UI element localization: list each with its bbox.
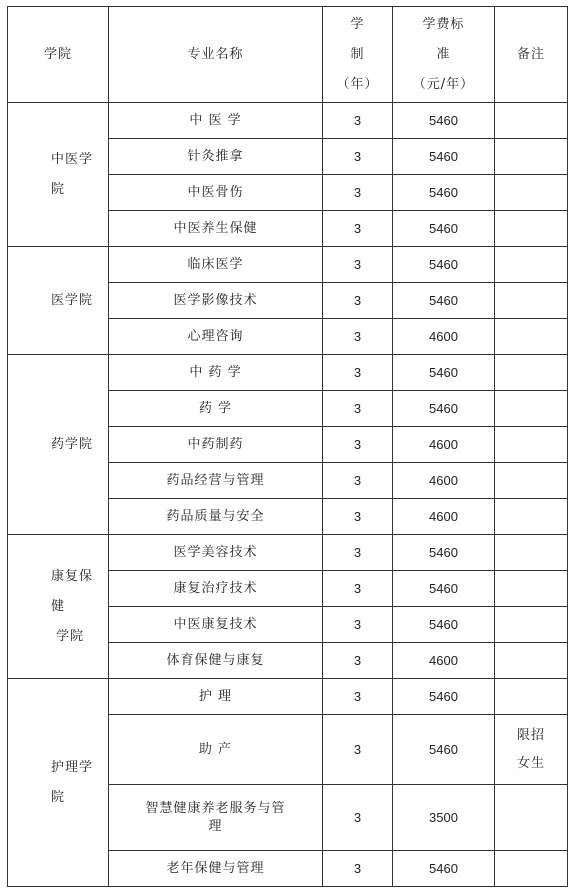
college-name: 护理学 院 bbox=[51, 759, 94, 805]
header-fee: 学费标 准 （元/年） bbox=[393, 7, 495, 103]
duration-value-cell bbox=[323, 785, 393, 851]
duration-value: 3 bbox=[353, 616, 362, 632]
major-name-cell bbox=[109, 211, 323, 247]
remark-value-cell bbox=[495, 463, 568, 499]
fee-value: 5460 bbox=[429, 112, 458, 128]
duration-value-cell bbox=[323, 643, 393, 679]
major-name: 康复治疗技术 bbox=[173, 580, 258, 596]
fee-value-cell bbox=[393, 103, 495, 139]
fee-value: 4600 bbox=[429, 472, 458, 488]
header-college: 学院 bbox=[8, 7, 109, 103]
duration-value-cell bbox=[323, 851, 393, 887]
table-row bbox=[8, 535, 568, 571]
fee-value: 5460 bbox=[429, 220, 458, 236]
fee-value-cell bbox=[393, 571, 495, 607]
major-name: 医学影像技术 bbox=[173, 292, 258, 308]
major-name: 临床医学 bbox=[187, 256, 244, 272]
duration-value: 3 bbox=[353, 220, 362, 236]
duration-value: 3 bbox=[353, 508, 362, 524]
remark-value-cell bbox=[495, 427, 568, 463]
fee-value-cell bbox=[393, 391, 495, 427]
fee-value: 5460 bbox=[429, 364, 458, 380]
remark-value-cell bbox=[495, 247, 568, 283]
remark-value-cell bbox=[495, 643, 568, 679]
duration-value: 3 bbox=[353, 256, 362, 272]
remark-value-cell bbox=[495, 103, 568, 139]
fee-value-cell bbox=[393, 427, 495, 463]
fee-value-cell bbox=[393, 607, 495, 643]
header-duration: 学 制 （年） bbox=[323, 7, 393, 103]
duration-value: 3 bbox=[353, 809, 362, 825]
fee-value-cell bbox=[393, 785, 495, 851]
table-row bbox=[8, 247, 568, 283]
fee-value-cell bbox=[393, 643, 495, 679]
major-name: 中医养生保健 bbox=[173, 220, 258, 236]
major-name-cell bbox=[109, 247, 323, 283]
table-row bbox=[8, 103, 568, 139]
major-name-cell bbox=[109, 679, 323, 715]
fee-value-cell bbox=[393, 463, 495, 499]
major-name-cell bbox=[109, 851, 323, 887]
fee-value-cell bbox=[393, 139, 495, 175]
college-name-cell bbox=[8, 103, 109, 247]
major-name-cell bbox=[109, 463, 323, 499]
duration-value-cell bbox=[323, 139, 393, 175]
fee-value: 5460 bbox=[429, 688, 458, 704]
remark-value-cell bbox=[495, 319, 568, 355]
fee-value-cell bbox=[393, 715, 495, 785]
fee-value: 5460 bbox=[429, 544, 458, 560]
remark-value-cell bbox=[495, 851, 568, 887]
major-name-cell bbox=[109, 499, 323, 535]
fee-value: 5460 bbox=[429, 741, 458, 757]
major-name: 体育保健与康复 bbox=[166, 652, 265, 668]
major-name-cell bbox=[109, 319, 323, 355]
major-name: 药 学 bbox=[198, 400, 233, 416]
remark-value-cell bbox=[495, 607, 568, 643]
college-name-cell bbox=[8, 247, 109, 355]
duration-value: 3 bbox=[353, 364, 362, 380]
fee-value: 4600 bbox=[429, 508, 458, 524]
fee-value: 4600 bbox=[429, 436, 458, 452]
major-name-cell bbox=[109, 535, 323, 571]
remark-value-cell bbox=[495, 211, 568, 247]
duration-value: 3 bbox=[353, 148, 362, 164]
duration-value-cell bbox=[323, 571, 393, 607]
remark-value-cell bbox=[495, 499, 568, 535]
major-name-cell bbox=[109, 391, 323, 427]
duration-value: 3 bbox=[353, 860, 362, 876]
table-row bbox=[8, 679, 568, 715]
college-name: 中医学 院 bbox=[51, 151, 94, 197]
major-name: 医学美容技术 bbox=[173, 544, 258, 560]
duration-value-cell bbox=[323, 247, 393, 283]
duration-value-cell bbox=[323, 103, 393, 139]
remark-value-cell bbox=[495, 391, 568, 427]
major-name-cell bbox=[109, 607, 323, 643]
remark-value-cell bbox=[495, 679, 568, 715]
duration-value: 3 bbox=[353, 328, 362, 344]
fee-value: 5460 bbox=[429, 860, 458, 876]
duration-value-cell bbox=[323, 679, 393, 715]
duration-value-cell bbox=[323, 175, 393, 211]
header-row bbox=[8, 7, 568, 103]
college-name-cell bbox=[8, 355, 109, 535]
major-name-cell bbox=[109, 643, 323, 679]
duration-value-cell bbox=[323, 607, 393, 643]
duration-value: 3 bbox=[353, 292, 362, 308]
duration-value: 3 bbox=[353, 688, 362, 704]
duration-value: 3 bbox=[353, 184, 362, 200]
major-name: 中 药 学 bbox=[189, 364, 242, 380]
major-name: 智慧健康养老服务与管 理 bbox=[145, 800, 286, 834]
remark-value-cell bbox=[495, 715, 568, 785]
major-name: 中药制药 bbox=[187, 436, 244, 452]
fee-value: 5460 bbox=[429, 292, 458, 308]
college-name: 药学院 bbox=[51, 436, 94, 452]
fee-value-cell bbox=[393, 283, 495, 319]
duration-value-cell bbox=[323, 319, 393, 355]
remark-value-cell bbox=[495, 283, 568, 319]
header-remark: 备注 bbox=[495, 7, 568, 103]
duration-value-cell bbox=[323, 499, 393, 535]
fee-value-cell bbox=[393, 535, 495, 571]
major-name-cell bbox=[109, 103, 323, 139]
fee-value: 5460 bbox=[429, 184, 458, 200]
duration-value: 3 bbox=[353, 544, 362, 560]
fee-value: 5460 bbox=[429, 580, 458, 596]
major-name: 中 医 学 bbox=[189, 112, 242, 128]
major-name: 老年保健与管理 bbox=[166, 860, 265, 876]
tuition-table bbox=[7, 6, 568, 887]
major-name-cell bbox=[109, 571, 323, 607]
header-major: 专业名称 bbox=[109, 7, 323, 103]
fee-value: 3500 bbox=[429, 809, 458, 825]
duration-value: 3 bbox=[353, 112, 362, 128]
major-name-cell bbox=[109, 139, 323, 175]
duration-value-cell bbox=[323, 535, 393, 571]
fee-value-cell bbox=[393, 499, 495, 535]
duration-value: 3 bbox=[353, 472, 362, 488]
duration-value-cell bbox=[323, 355, 393, 391]
major-name: 针灸推拿 bbox=[187, 148, 244, 164]
fee-value-cell bbox=[393, 679, 495, 715]
college-name-cell bbox=[8, 535, 109, 679]
major-name: 药品经营与管理 bbox=[166, 472, 265, 488]
remark-value-cell bbox=[495, 571, 568, 607]
college-name: 康复保 健 学院 bbox=[51, 568, 94, 644]
fee-value: 5460 bbox=[429, 256, 458, 272]
remark-value-cell bbox=[495, 785, 568, 851]
fee-value-cell bbox=[393, 211, 495, 247]
major-name: 中医骨伤 bbox=[187, 184, 244, 200]
fee-value: 5460 bbox=[429, 148, 458, 164]
duration-value: 3 bbox=[353, 741, 362, 757]
major-name: 心理咨询 bbox=[187, 328, 244, 344]
remark-value: 限招 女生 bbox=[516, 727, 545, 771]
duration-value: 3 bbox=[353, 400, 362, 416]
duration-value-cell bbox=[323, 463, 393, 499]
major-name-cell bbox=[109, 715, 323, 785]
duration-value-cell bbox=[323, 391, 393, 427]
fee-value: 4600 bbox=[429, 652, 458, 668]
remark-value-cell bbox=[495, 175, 568, 211]
major-name: 中医康复技术 bbox=[173, 616, 258, 632]
major-name-cell bbox=[109, 427, 323, 463]
college-name-cell bbox=[8, 679, 109, 887]
remark-value-cell bbox=[495, 355, 568, 391]
fee-value: 5460 bbox=[429, 616, 458, 632]
duration-value-cell bbox=[323, 715, 393, 785]
major-name-cell bbox=[109, 785, 323, 851]
major-name-cell bbox=[109, 355, 323, 391]
duration-value: 3 bbox=[353, 652, 362, 668]
major-name: 药品质量与安全 bbox=[166, 508, 265, 524]
major-name-cell bbox=[109, 283, 323, 319]
major-name: 助 产 bbox=[198, 741, 233, 757]
table-body bbox=[8, 103, 568, 887]
remark-value-cell bbox=[495, 139, 568, 175]
duration-value-cell bbox=[323, 283, 393, 319]
duration-value: 3 bbox=[353, 436, 362, 452]
remark-value-cell bbox=[495, 535, 568, 571]
table-header bbox=[8, 7, 568, 103]
fee-value-cell bbox=[393, 851, 495, 887]
major-name-cell bbox=[109, 175, 323, 211]
fee-value-cell bbox=[393, 175, 495, 211]
duration-value-cell bbox=[323, 211, 393, 247]
fee-value: 5460 bbox=[429, 400, 458, 416]
table-row bbox=[8, 355, 568, 391]
fee-value: 4600 bbox=[429, 328, 458, 344]
duration-value-cell bbox=[323, 427, 393, 463]
major-name: 护 理 bbox=[198, 688, 233, 704]
fee-value-cell bbox=[393, 319, 495, 355]
duration-value: 3 bbox=[353, 580, 362, 596]
college-name: 医学院 bbox=[51, 292, 94, 308]
fee-value-cell bbox=[393, 247, 495, 283]
fee-value-cell bbox=[393, 355, 495, 391]
